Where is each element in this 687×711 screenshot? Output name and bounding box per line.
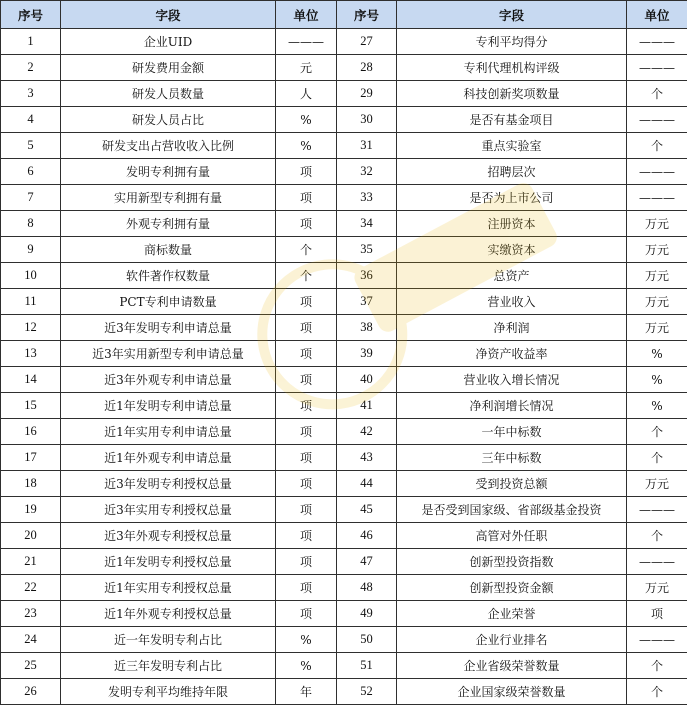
row-unit-left: 年 [276, 679, 337, 705]
row-unit-left: 项 [276, 315, 337, 341]
row-field-right: 一年中标数 [397, 419, 627, 445]
row-field-right: 专利代理机构评级 [397, 55, 627, 81]
table-row [1, 653, 687, 679]
row-unit-left: 项 [276, 601, 337, 627]
row-field-left: 近3年实用新型专利申请总量 [61, 341, 276, 367]
row-unit-right: 个 [627, 133, 687, 159]
row-unit-left: 项 [276, 341, 337, 367]
row-unit-right: 个 [627, 523, 687, 549]
row-index-right: 41 [337, 393, 397, 419]
row-unit-right: 个 [627, 419, 687, 445]
table-header [1, 1, 687, 29]
row-unit-right: 万元 [627, 237, 687, 263]
row-index-left: 10 [1, 263, 61, 289]
row-index-right: 40 [337, 367, 397, 393]
row-field-left: 商标数量 [61, 237, 276, 263]
row-unit-right: 万元 [627, 289, 687, 315]
row-field-right: 净利润 [397, 315, 627, 341]
row-field-right: 是否有基金项目 [397, 107, 627, 133]
row-index-left: 17 [1, 445, 61, 471]
row-field-right: 净利润增长情况 [397, 393, 627, 419]
row-field-right: 三年中标数 [397, 445, 627, 471]
row-index-right: 47 [337, 549, 397, 575]
row-unit-right: 万元 [627, 315, 687, 341]
table-row [1, 133, 687, 159]
table-row [1, 445, 687, 471]
row-field-left: 近一年发明专利占比 [61, 627, 276, 653]
row-index-left: 23 [1, 601, 61, 627]
row-index-right: 44 [337, 471, 397, 497]
row-unit-left: 项 [276, 445, 337, 471]
row-unit-left: % [276, 133, 337, 159]
row-field-right: 专利平均得分 [397, 29, 627, 55]
table-body [1, 29, 687, 705]
row-index-right: 37 [337, 289, 397, 315]
row-unit-right: 万元 [627, 471, 687, 497]
row-field-right: 注册资本 [397, 211, 627, 237]
row-unit-left: 项 [276, 393, 337, 419]
row-unit-right: ——— [627, 159, 687, 185]
row-field-left: 研发人员占比 [61, 107, 276, 133]
row-field-left: 近三年发明专利占比 [61, 653, 276, 679]
row-index-left: 25 [1, 653, 61, 679]
row-unit-left: 个 [276, 263, 337, 289]
row-index-right: 50 [337, 627, 397, 653]
row-index-left: 1 [1, 29, 61, 55]
row-field-left: 研发费用金额 [61, 55, 276, 81]
row-unit-left: 项 [276, 523, 337, 549]
row-unit-right: 万元 [627, 263, 687, 289]
row-field-right: 创新型投资指数 [397, 549, 627, 575]
row-index-right: 34 [337, 211, 397, 237]
row-unit-right: ——— [627, 185, 687, 211]
table-row [1, 549, 687, 575]
row-unit-left: 项 [276, 159, 337, 185]
row-field-right: 企业荣誉 [397, 601, 627, 627]
row-index-left: 22 [1, 575, 61, 601]
row-field-left: 研发支出占营收收入比例 [61, 133, 276, 159]
row-index-right: 36 [337, 263, 397, 289]
row-field-left: 近1年外观专利申请总量 [61, 445, 276, 471]
row-index-right: 52 [337, 679, 397, 705]
row-index-left: 21 [1, 549, 61, 575]
row-unit-right: 项 [627, 601, 687, 627]
row-index-left: 12 [1, 315, 61, 341]
row-field-left: 近3年外观专利授权总量 [61, 523, 276, 549]
row-index-right: 42 [337, 419, 397, 445]
row-unit-right: ——— [627, 627, 687, 653]
table-row [1, 315, 687, 341]
table-row [1, 263, 687, 289]
row-index-right: 28 [337, 55, 397, 81]
row-index-left: 16 [1, 419, 61, 445]
row-field-left: 近1年实用专利授权总量 [61, 575, 276, 601]
row-unit-right: 个 [627, 445, 687, 471]
row-index-left: 18 [1, 471, 61, 497]
row-unit-right: ——— [627, 497, 687, 523]
row-field-right: 企业行业排名 [397, 627, 627, 653]
table-row [1, 601, 687, 627]
row-unit-left: 项 [276, 549, 337, 575]
row-field-left: 近3年发明专利授权总量 [61, 471, 276, 497]
row-index-left: 11 [1, 289, 61, 315]
table-row [1, 29, 687, 55]
row-unit-left: 项 [276, 211, 337, 237]
table-row [1, 627, 687, 653]
row-field-right: 实缴资本 [397, 237, 627, 263]
row-index-left: 4 [1, 107, 61, 133]
row-index-right: 38 [337, 315, 397, 341]
table-row [1, 341, 687, 367]
row-field-right: 企业省级荣誉数量 [397, 653, 627, 679]
row-field-right: 营业收入 [397, 289, 627, 315]
row-field-left: 近3年外观专利申请总量 [61, 367, 276, 393]
row-unit-right: ——— [627, 107, 687, 133]
table-row [1, 575, 687, 601]
row-index-right: 33 [337, 185, 397, 211]
row-unit-left: 项 [276, 185, 337, 211]
row-index-right: 29 [337, 81, 397, 107]
row-index-left: 8 [1, 211, 61, 237]
table-row [1, 237, 687, 263]
header-unit-left: 单位 [276, 1, 337, 29]
table-row [1, 367, 687, 393]
row-index-right: 32 [337, 159, 397, 185]
row-field-right: 净资产收益率 [397, 341, 627, 367]
row-field-right: 招聘层次 [397, 159, 627, 185]
row-unit-left: 人 [276, 81, 337, 107]
row-field-right: 是否受到国家级、省部级基金投资 [397, 497, 627, 523]
table-row [1, 419, 687, 445]
row-field-right: 企业国家级荣誉数量 [397, 679, 627, 705]
row-field-left: 软件著作权数量 [61, 263, 276, 289]
row-unit-left: % [276, 653, 337, 679]
row-field-right: 是否为上市公司 [397, 185, 627, 211]
row-field-right: 科技创新奖项数量 [397, 81, 627, 107]
row-index-left: 9 [1, 237, 61, 263]
row-unit-right: % [627, 367, 687, 393]
row-field-left: 近1年实用专利申请总量 [61, 419, 276, 445]
row-unit-right: ——— [627, 55, 687, 81]
row-index-left: 5 [1, 133, 61, 159]
row-unit-right: 个 [627, 653, 687, 679]
row-unit-left: 项 [276, 289, 337, 315]
row-unit-left: 项 [276, 575, 337, 601]
header-index-right: 序号 [337, 1, 397, 29]
table-row [1, 523, 687, 549]
row-unit-left: % [276, 627, 337, 653]
row-index-left: 19 [1, 497, 61, 523]
row-field-left: 研发人员数量 [61, 81, 276, 107]
row-unit-right: ——— [627, 549, 687, 575]
row-index-right: 35 [337, 237, 397, 263]
row-field-left: 近3年实用专利授权总量 [61, 497, 276, 523]
row-index-right: 51 [337, 653, 397, 679]
table-row [1, 55, 687, 81]
row-unit-right: 个 [627, 679, 687, 705]
table-row [1, 159, 687, 185]
row-field-right: 受到投资总额 [397, 471, 627, 497]
row-index-left: 6 [1, 159, 61, 185]
header-index-left: 序号 [1, 1, 61, 29]
row-index-left: 26 [1, 679, 61, 705]
row-index-right: 30 [337, 107, 397, 133]
row-field-right: 高管对外任职 [397, 523, 627, 549]
row-field-right: 总资产 [397, 263, 627, 289]
table-row [1, 211, 687, 237]
row-field-left: 近1年外观专利授权总量 [61, 601, 276, 627]
row-index-left: 2 [1, 55, 61, 81]
row-unit-left: 项 [276, 419, 337, 445]
row-field-right: 创新型投资金额 [397, 575, 627, 601]
header-field-left: 字段 [61, 1, 276, 29]
row-field-right: 重点实验室 [397, 133, 627, 159]
row-index-left: 24 [1, 627, 61, 653]
table-row [1, 497, 687, 523]
row-unit-right: 个 [627, 81, 687, 107]
header-row [1, 1, 687, 29]
row-index-left: 7 [1, 185, 61, 211]
table-row [1, 81, 687, 107]
row-field-left: 近3年发明专利申请总量 [61, 315, 276, 341]
row-unit-right: ——— [627, 29, 687, 55]
row-index-right: 27 [337, 29, 397, 55]
header-unit-right: 单位 [627, 1, 687, 29]
table-row [1, 393, 687, 419]
row-index-left: 20 [1, 523, 61, 549]
row-unit-left: 项 [276, 367, 337, 393]
row-index-right: 46 [337, 523, 397, 549]
row-field-right: 营业收入增长情况 [397, 367, 627, 393]
row-field-left: 近1年发明专利申请总量 [61, 393, 276, 419]
row-field-left: 企业UID [61, 29, 276, 55]
table-row [1, 107, 687, 133]
row-field-left: 发明专利拥有量 [61, 159, 276, 185]
row-index-left: 13 [1, 341, 61, 367]
row-field-left: PCT专利申请数量 [61, 289, 276, 315]
row-index-left: 15 [1, 393, 61, 419]
row-unit-left: 项 [276, 471, 337, 497]
row-unit-right: % [627, 393, 687, 419]
row-index-left: 3 [1, 81, 61, 107]
table-row [1, 185, 687, 211]
row-index-right: 43 [337, 445, 397, 471]
row-unit-right: % [627, 341, 687, 367]
row-unit-right: 万元 [627, 575, 687, 601]
row-index-right: 31 [337, 133, 397, 159]
row-index-right: 49 [337, 601, 397, 627]
row-unit-left: % [276, 107, 337, 133]
table-row [1, 679, 687, 705]
row-field-left: 外观专利拥有量 [61, 211, 276, 237]
row-unit-left: 个 [276, 237, 337, 263]
row-index-right: 45 [337, 497, 397, 523]
table-row [1, 289, 687, 315]
table-row [1, 471, 687, 497]
row-field-left: 实用新型专利拥有量 [61, 185, 276, 211]
row-index-right: 39 [337, 341, 397, 367]
header-field-right: 字段 [397, 1, 627, 29]
row-field-left: 发明专利平均维持年限 [61, 679, 276, 705]
row-field-left: 近1年发明专利授权总量 [61, 549, 276, 575]
row-unit-left: ——— [276, 29, 337, 55]
row-unit-right: 万元 [627, 211, 687, 237]
row-index-right: 48 [337, 575, 397, 601]
row-unit-left: 元 [276, 55, 337, 81]
row-unit-left: 项 [276, 497, 337, 523]
row-index-left: 14 [1, 367, 61, 393]
